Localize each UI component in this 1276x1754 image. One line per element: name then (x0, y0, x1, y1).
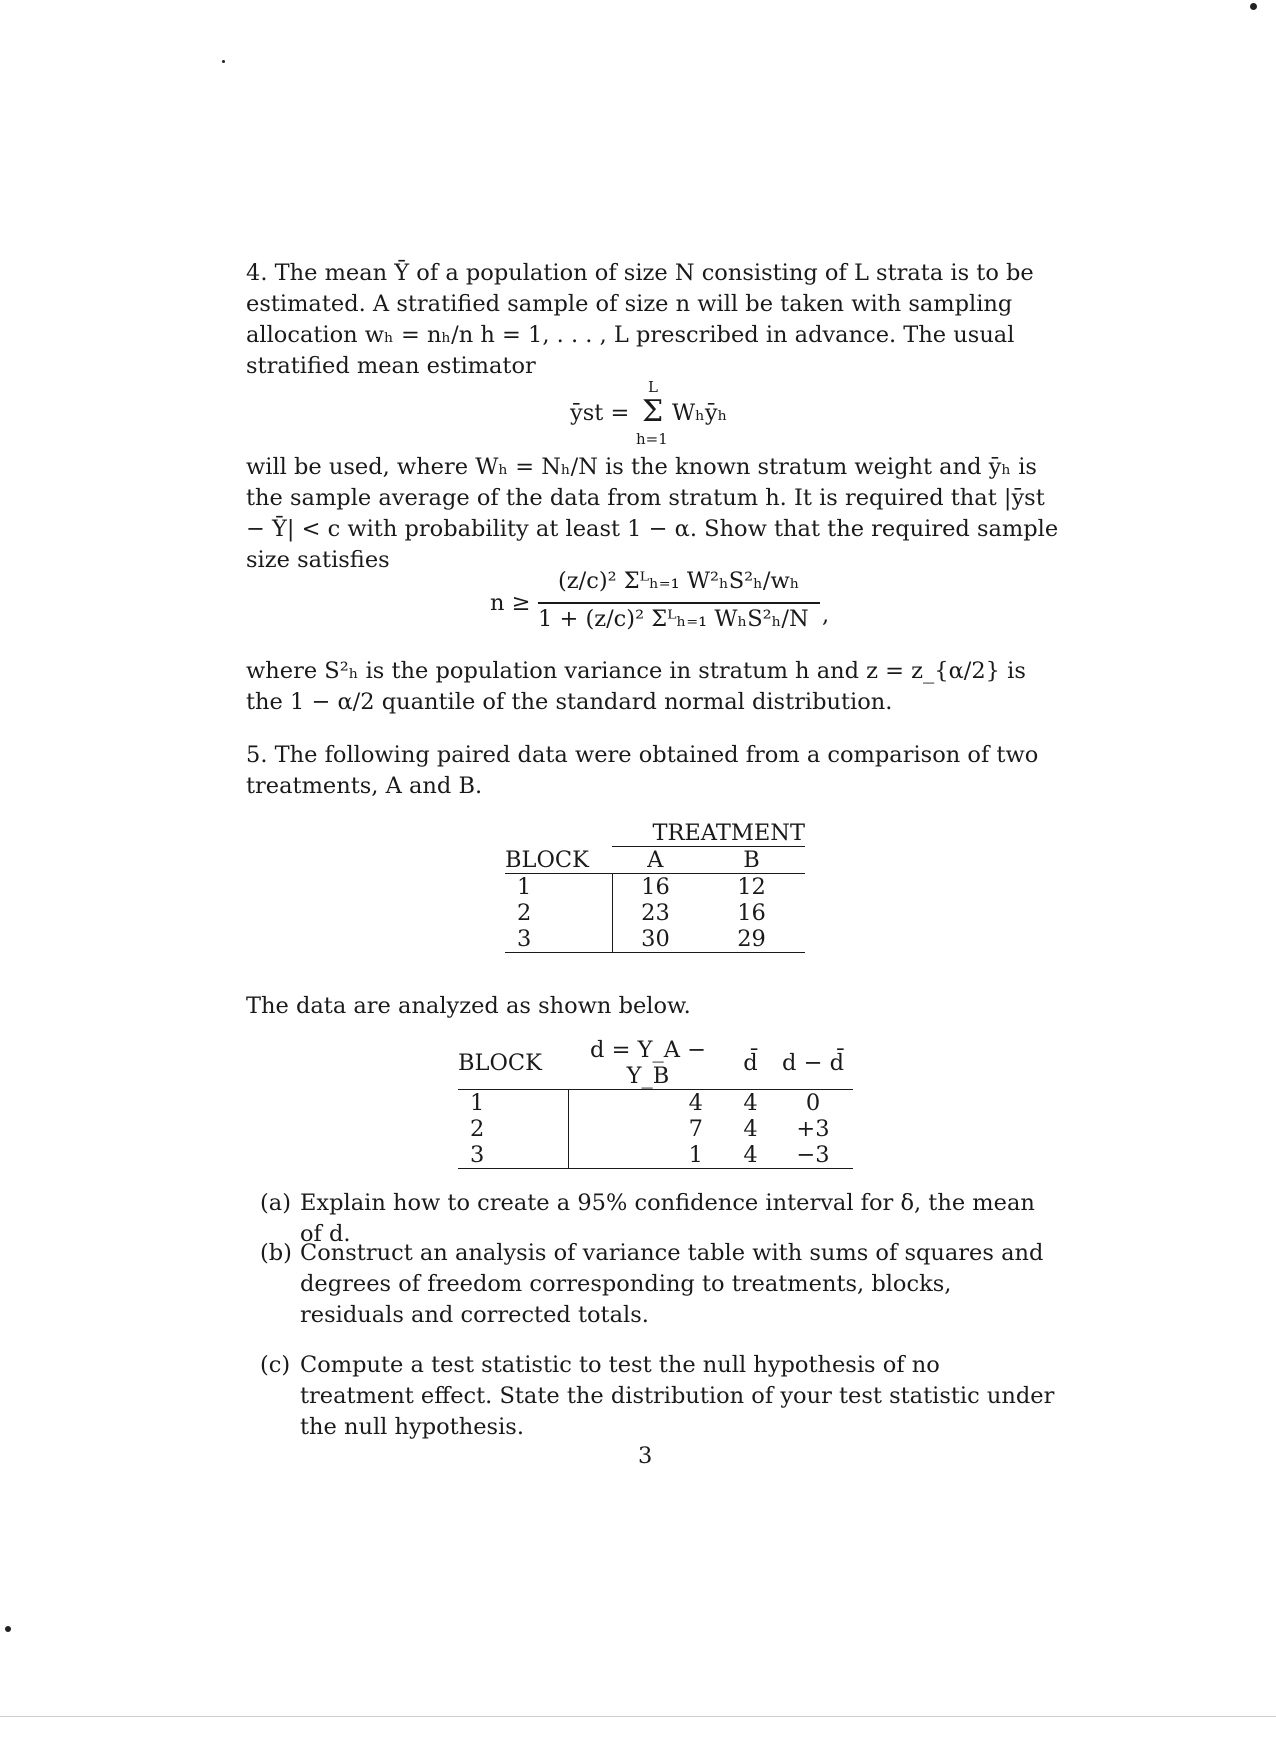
table-row (505, 900, 805, 926)
cell-a: 30 (641, 926, 670, 952)
cell-difference: 1 (688, 1142, 703, 1168)
estimator-lhs: ȳst = (570, 400, 630, 426)
table-row (458, 1116, 853, 1142)
part-text: Construct an analysis of variance table with sums of squares and degrees of freedom corresponding to treatments, blocks, residuals and corrected totals. (300, 1240, 1044, 1328)
cell-block: 1 (458, 1090, 568, 1117)
cell-block: 3 (505, 926, 612, 953)
part-label: (a) (260, 1190, 291, 1216)
scan-speck (5, 1626, 11, 1632)
sum-lower-limit: h=1 (636, 430, 668, 448)
sum-upper-limit: L (648, 378, 658, 396)
column-header-deviation: d − d̄ (782, 1050, 844, 1076)
cell-mean-difference: 4 (743, 1090, 758, 1116)
column-header-mean-difference: d̄ (743, 1050, 758, 1076)
cell-a: 16 (641, 874, 670, 900)
treatment-table (505, 820, 805, 953)
column-header-block: BLOCK (505, 846, 589, 873)
scan-speck (222, 60, 225, 63)
estimator-rhs: Wₕȳₕ (672, 400, 728, 426)
cell-block: 3 (458, 1142, 568, 1169)
column-header-b: B (743, 847, 760, 873)
part-label: (c) (260, 1352, 291, 1378)
part-text: Compute a test statistic to test the null hypothesis of no treatment effect. State the distribution of your test statistic under the null hypothesis. (300, 1352, 1055, 1440)
cell-b: 12 (737, 874, 766, 900)
column-header-difference: d = Y_A − Y_B (590, 1037, 706, 1089)
cell-block: 1 (505, 874, 612, 901)
cell-difference: 4 (688, 1090, 703, 1116)
cell-b: 16 (737, 900, 766, 926)
inequality-lhs: n ≥ (490, 590, 531, 616)
fraction-bar (538, 602, 820, 604)
cell-block: 2 (458, 1116, 568, 1142)
question-4-ending: where S²ₕ is the population variance in stratum h and z = z_{α/2} is the 1 − α/2 quantile of the standard normal distribution. (246, 658, 1026, 715)
question-4-intro: 4. The mean Ȳ of a population of size N consisting of L strata is to be estimated. A stratified sample of size n will be taken with sampling allocation wₕ = nₕ/n h = 1, . . . , L prescribed in advance. The usual stratified mean estimator (246, 260, 1034, 379)
fraction-comma: , (822, 602, 830, 628)
cell-block: 2 (505, 900, 612, 926)
cell-deviation: 0 (805, 1090, 821, 1116)
treatment-group-header: TREATMENT (612, 820, 805, 847)
page-number: 3 (638, 1443, 653, 1469)
analysis-intro: The data are analyzed as shown below. (246, 993, 691, 1019)
scan-speck (1250, 3, 1257, 10)
scan-edge-line (0, 1716, 1276, 1717)
part-c (260, 1350, 1060, 1443)
sum-symbol: Σ (642, 394, 664, 429)
part-text: Explain how to create a 95% confidence interval for δ, the mean of d. (300, 1190, 1035, 1247)
part-label: (b) (260, 1240, 292, 1266)
stratified-mean-equation (570, 378, 770, 448)
cell-mean-difference: 4 (743, 1142, 758, 1168)
table-row (458, 1090, 853, 1117)
cell-difference: 7 (688, 1116, 703, 1142)
question-5-intro: 5. The following paired data were obtained from a comparison of two treatments, A and B. (246, 742, 1039, 799)
part-b (260, 1238, 1060, 1331)
cell-mean-difference: 4 (743, 1116, 758, 1142)
cell-b: 29 (737, 926, 766, 952)
column-header-a: A (647, 847, 664, 873)
sample-size-inequality (490, 562, 830, 642)
cell-a: 23 (641, 900, 670, 926)
difference-analysis-table (458, 1037, 853, 1169)
column-header-block: BLOCK (458, 1050, 542, 1076)
fraction-numerator: (z/c)² Σᴸₕ₌₁ W²ₕS²ₕ/wₕ (558, 568, 800, 594)
table-row (505, 926, 805, 953)
question-4-middle: will be used, where Wₕ = Nₕ/N is the known stratum weight and ȳₕ is the sample average of the data from stratum h. It is required that |ȳst − Ȳ| < c with probability at least 1 − α. Show that the required sample size satisfies (246, 454, 1059, 573)
fraction-denominator: 1 + (z/c)² Σᴸₕ₌₁ WₕS²ₕ/N (538, 606, 809, 632)
table-row (505, 874, 805, 901)
cell-deviation: −3 (796, 1142, 830, 1168)
table-row (458, 1142, 853, 1169)
cell-deviation: +3 (796, 1116, 830, 1142)
